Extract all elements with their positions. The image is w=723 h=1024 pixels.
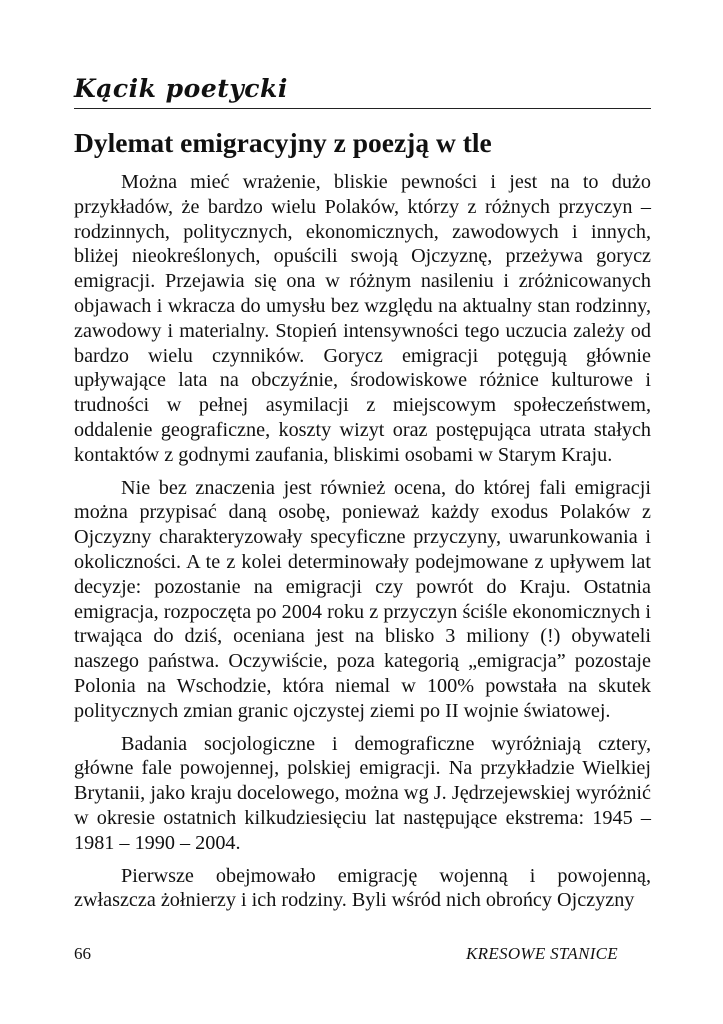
section-label: Kącik poetycki [74, 74, 288, 103]
article-body [74, 170, 651, 921]
page-number: 66 [74, 944, 91, 963]
paragraph: Można mieć wrażenie, bliskie pewności i jest na to dużo przykładów, że bardzo wielu Polaków, którzy z różnych przyczyn – rodzinnych, politycznych, ekonomicznych, zawodowych i innych, bliżej nieokreślonych, opuścili swoją Ojczyznę, przeżywa gorycz emigracji. Przejawia się ona w różnym nasileniu i zróżnicowanych objawach i wkracza do umysłu bez względu na aktualny stan rodzinny, zawodowy i materialny. Stopień intensywności tego uczucia zależy od bardzo wielu czynników. Gorycz emigracji potęgują głównie upływające lata na obczyźnie, środowiskowe różnice kulturowe i trudności w pełnej asymilacji z miejscowym społeczeństwem, oddalenie geograficzne, koszty wizyt oraz postępująca utrata stałych kontaktów z godnymi zaufania, bliskimi osobami w Starym Kraju. [74, 171, 651, 466]
paragraph: Badania socjologiczne i demograficzne wyróżniają cztery, główne fale powojennej, polskiej emigracji. Na przykładzie Wielkiej Brytanii, jako kraju docelowego, można wg J. Jędrzejewskiej wyróżnić w okresie ostatnich kilkudziesięciu lat następujące ekstrema: 1945 – 1981 – 1990 – 2004. [74, 732, 651, 854]
page-footer [74, 942, 651, 966]
document-page [74, 0, 651, 1024]
paragraph: Nie bez znaczenia jest również ocena, do której fali emigracji można przypisać daną osobę, ponieważ każdy exodus Polaków z Ojczyzny charakteryzowały specyficzne przyczyny, uwarunkowania i okoliczności. A te z kolei determinowały podejmowane z upływem lat decyzje: pozostanie na emigracji czy powrót do Kraju. Ostatnia emigracja, rozpoczęta po 2004 roku z przyczyn ściśle ekonomicznych i trwająca do dziś, oceniana jest na blisko 3 miliony (!) obywateli naszego państwa. Oczywiście, poza kategorią „emigracja” pozostaje Polonia na Wschodzie, która niemal w 100% powstała na skutek politycznych zmian granic ojczystej ziemi po II wojnie światowej. [74, 476, 651, 722]
article-title: Dylemat emigracyjny z poezją w tle [74, 127, 492, 158]
paragraph: Pierwsze obejmowało emigrację wojenną i powojenną, zwłaszcza żołnierzy i ich rodziny. Byli wśród nich obrońcy Ojczyzny [74, 864, 651, 912]
section-header [74, 70, 651, 109]
publication-name: KRESOWE STANICE [466, 944, 618, 963]
